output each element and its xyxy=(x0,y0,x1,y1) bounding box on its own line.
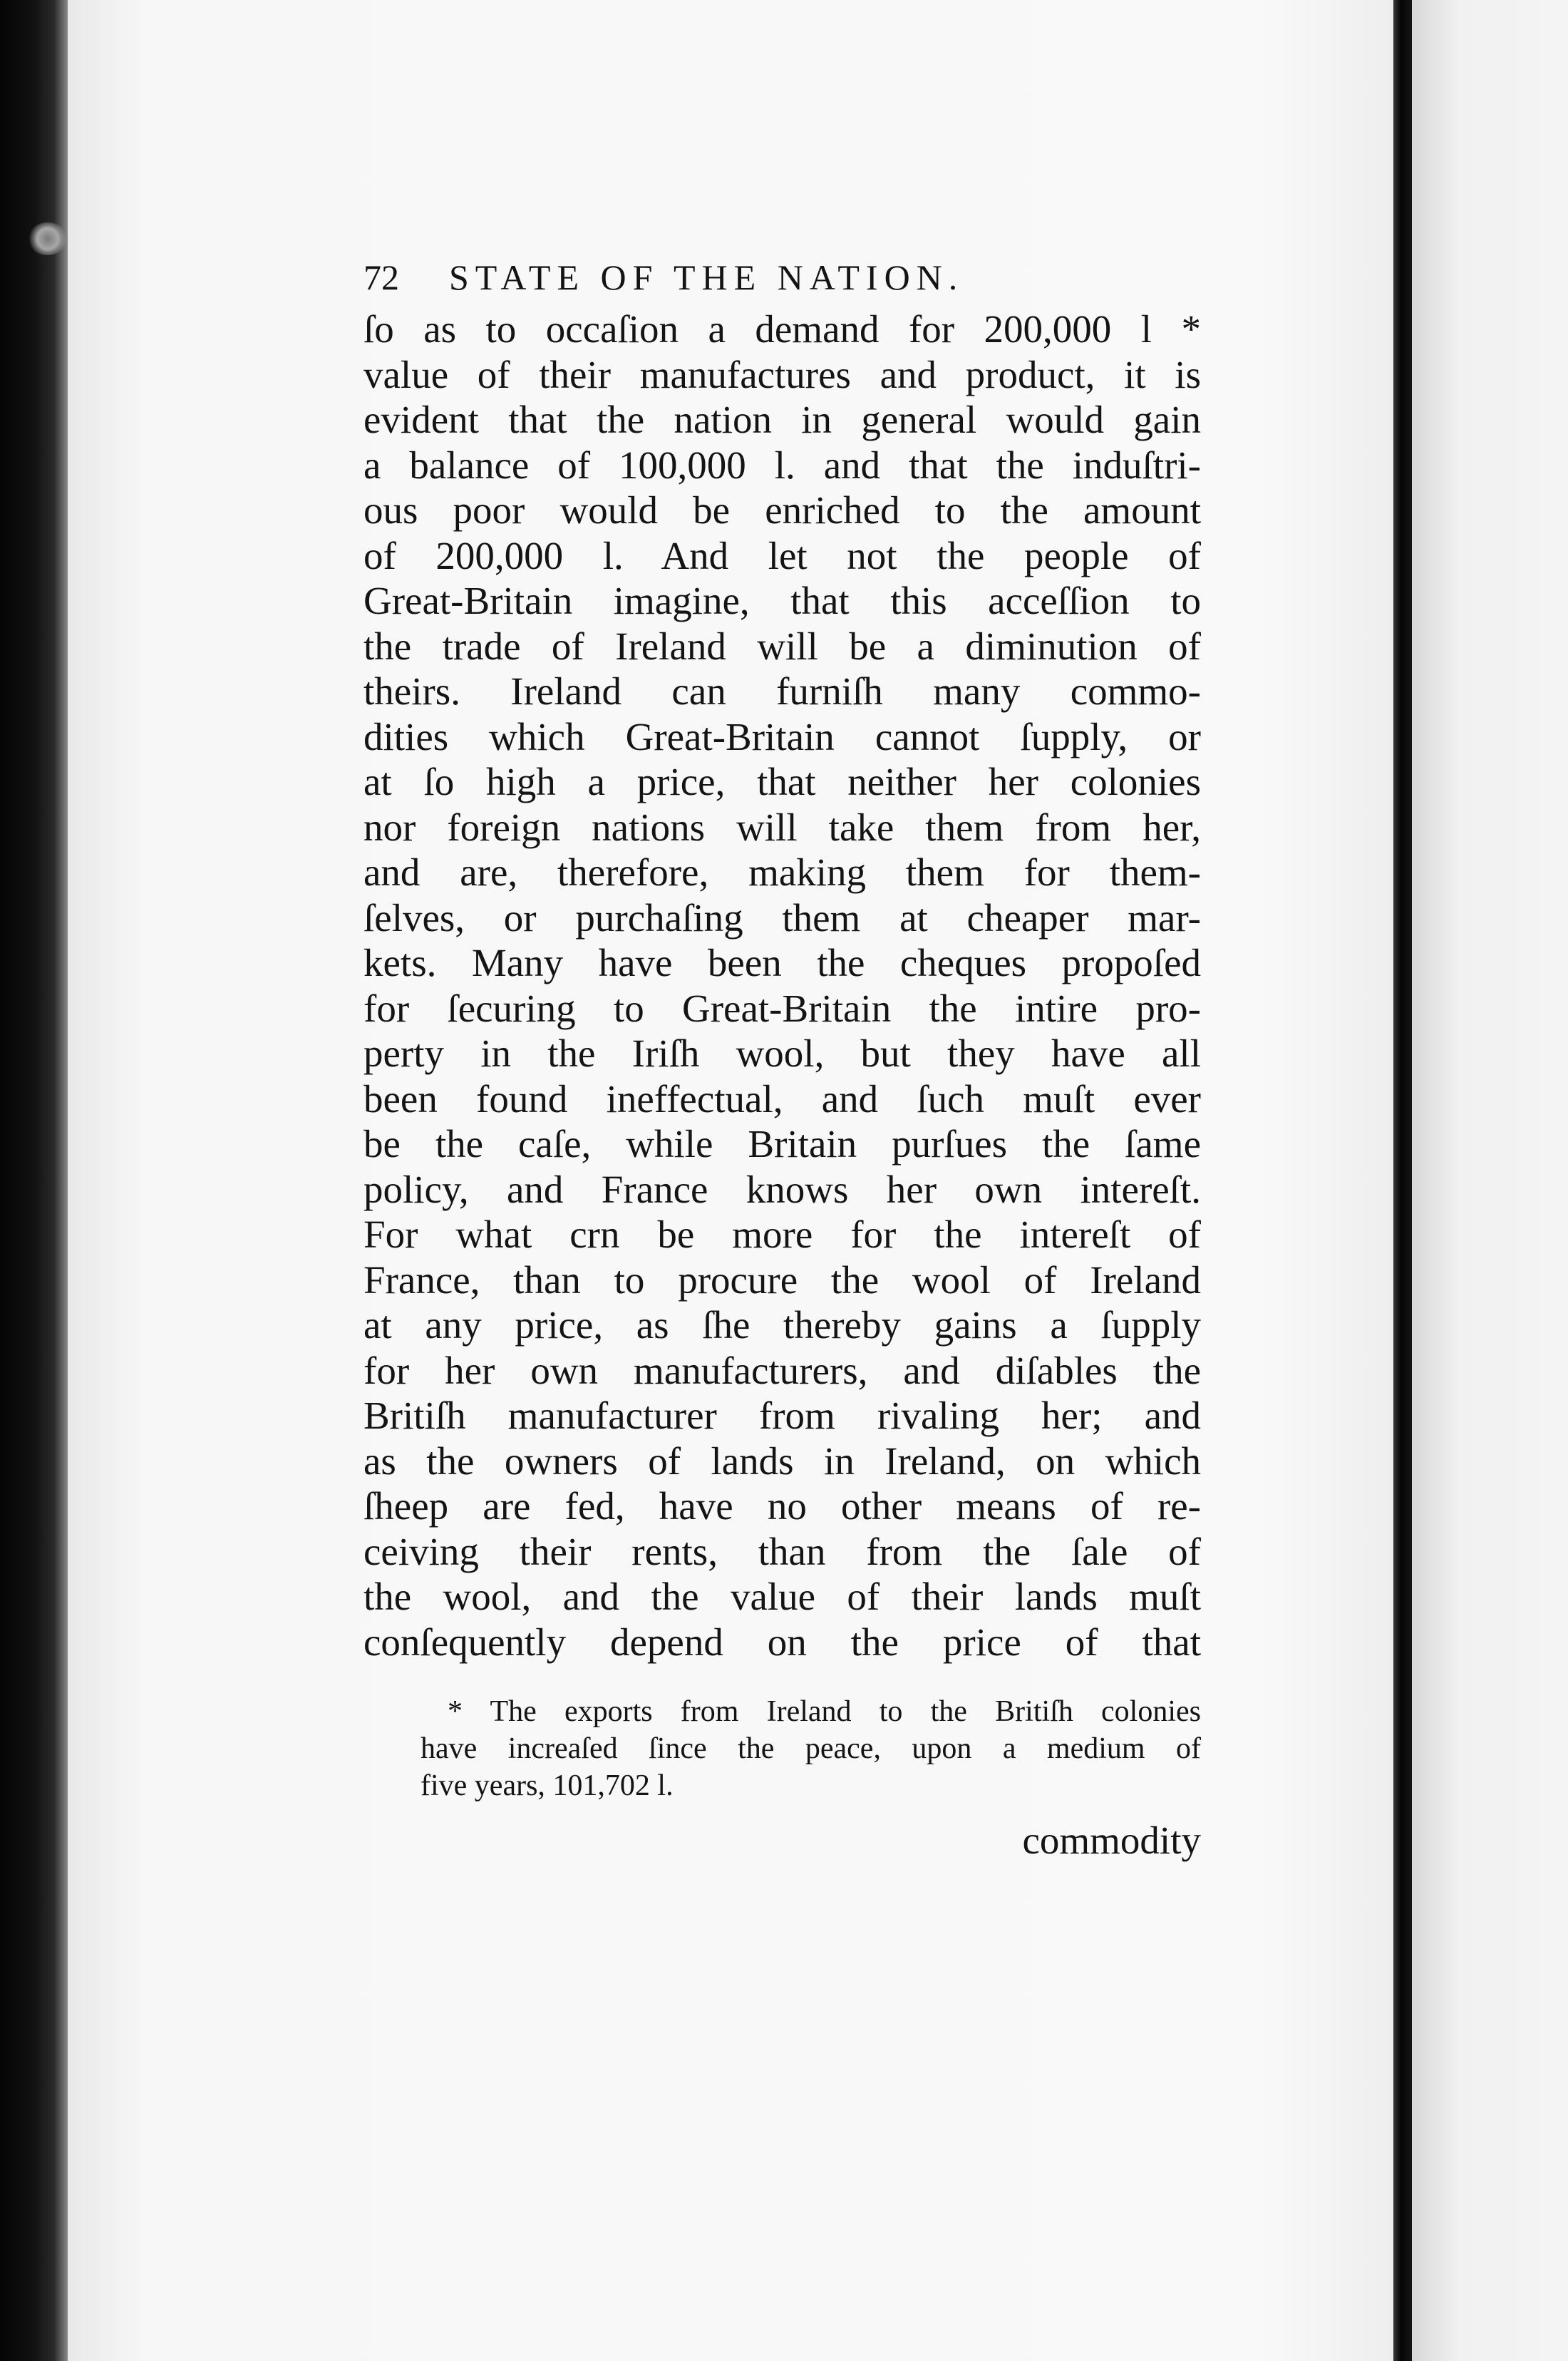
footnote-separator xyxy=(363,1665,1201,1693)
text-line: been found ineffectual, and ſuch muſt ever xyxy=(363,1076,1201,1121)
text-line: the trade of Ireland will be a diminution of xyxy=(363,624,1201,668)
text-line: ſelves, or purchaſing them at cheaper mar- xyxy=(363,895,1201,940)
text-line: Britiſh manufacturer from rivaling her; and xyxy=(363,1394,1201,1437)
text-line: kets. Many have been the cheques propoſed xyxy=(363,941,1201,984)
text-line: nor foreign nations will take them from her, xyxy=(363,805,1201,849)
text-line: Great-Britain imagine, that this acceſſion to xyxy=(363,579,1201,622)
text-line: for her own manufacturers, and diſables the xyxy=(363,1348,1201,1392)
text-line: dities which Great-Britain cannot ſupply, or xyxy=(363,714,1201,758)
text-line: be the caſe, while Britain purſues the ſame xyxy=(363,1122,1201,1166)
text-line: ſo as to occaſion a demand for 200,000 l * xyxy=(363,307,1201,351)
body-text xyxy=(363,307,1201,1665)
footnote-line: have increaſed ſince the peace, upon a medium of xyxy=(421,1732,1201,1765)
text-line: evident that the nation in general would gain xyxy=(363,398,1201,441)
paper-blemish xyxy=(27,222,68,255)
footnote-line: * The exports from Ireland to the Britiſh colonies xyxy=(448,1695,1201,1728)
page-gutter xyxy=(1393,0,1412,2361)
text-line: at any price, as ſhe thereby gains a ſupply xyxy=(363,1303,1201,1347)
catchword: commodity xyxy=(1022,1819,1201,1862)
text-line: ſheep are fed, have no other means of re- xyxy=(363,1484,1201,1528)
text-line: value of their manufactures and product, it is xyxy=(363,352,1201,396)
text-line: for ſecuring to Great-Britain the intire pro- xyxy=(363,986,1201,1030)
text-line: as the owners of lands in Ireland, on which xyxy=(363,1439,1201,1483)
text-line: conſequently depend on the price of that xyxy=(363,1620,1201,1664)
text-line: at ſo high a price, that neither her colonies xyxy=(363,760,1201,803)
book-spine-shadow xyxy=(0,0,68,2361)
page-number: 72 xyxy=(363,257,399,297)
text-line: of 200,000 l. And let not the people of xyxy=(363,533,1201,577)
text-line: policy, and France knows her own intereſt. xyxy=(363,1167,1201,1211)
text-line: perty in the Iriſh wool, but they have all xyxy=(363,1032,1201,1075)
text-line: ous poor would be enriched to the amount xyxy=(363,488,1201,532)
page-header xyxy=(363,257,1201,307)
text-line: and are, therefore, making them for them- xyxy=(363,850,1201,894)
text-line: ceiving their rents, than from the ſale of xyxy=(363,1529,1201,1573)
text-line: France, than to procure the wool of Ireland xyxy=(363,1257,1201,1302)
footnote-line: five years, 101,702 l. xyxy=(421,1769,674,1802)
text-line: For what crn be more for the intereſt of xyxy=(363,1213,1201,1256)
page-text-block xyxy=(363,257,1201,1864)
facing-page-edge xyxy=(1412,0,1568,2361)
text-line: the wool, and the value of their lands muſt xyxy=(363,1575,1201,1618)
text-line: a balance of 100,000 l. and that the induſtri- xyxy=(363,443,1201,487)
text-line: theirs. Ireland can furniſh many commo- xyxy=(363,669,1201,713)
running-head: STATE OF THE NATION. xyxy=(449,257,964,297)
footnote xyxy=(421,1693,1201,1804)
